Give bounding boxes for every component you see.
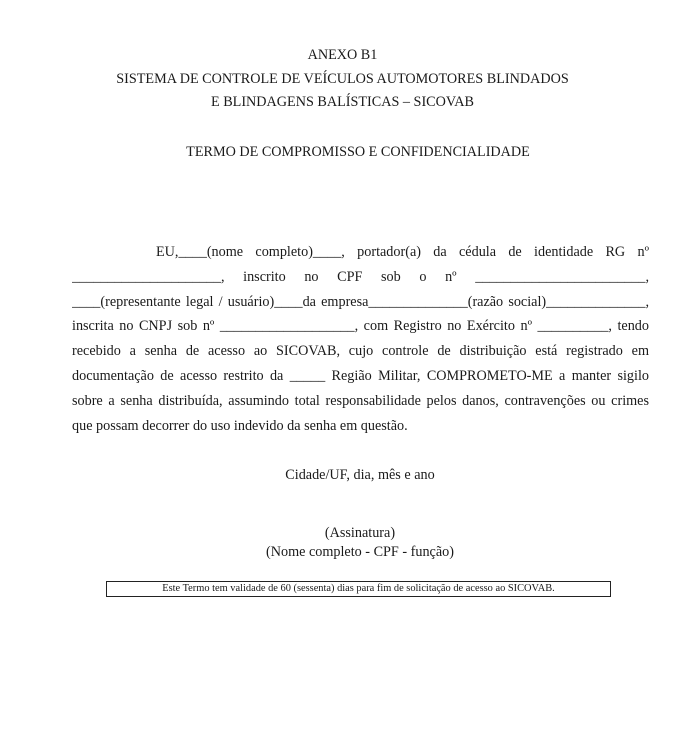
commitment-paragraph [72, 240, 649, 438]
paragraph-line: EU,____(nome completo)____, portador(a) da cédula de identidade RG nº [156, 244, 649, 260]
paragraph-line: documentação de acesso restrito da _____ Região Militar, COMPROMETO-ME a manter sigilo [72, 367, 649, 384]
signature-label: (Assinatura) [324, 525, 396, 541]
paragraph-line: que possam decorrer do uso indevido da senha em questão. [72, 417, 408, 434]
paragraph-line: inscrita no CNPJ sob nº ___________________, com Registro no Exército nº __________, tendo [72, 318, 649, 335]
term-title: TERMO DE COMPROMISSO E CONFIDENCIALIDADE [186, 144, 530, 160]
paragraph-line: recebido a senha de acesso ao SICOVAB, cujo controle de distribuição está registrado em [72, 343, 649, 360]
place-and-date: Cidade/UF, dia, mês e ano [285, 467, 435, 483]
signature-block [0, 524, 685, 562]
paragraph-line: _____________________, inscrito no CPF sob o nº ________________________, [72, 268, 649, 285]
annex-title: ANEXO B1 [307, 47, 378, 63]
signature-details: (Nome completo - CPF - função) [266, 544, 454, 560]
paragraph-line: ____(representante legal / usuário)____da empresa______________(razão social)______________, [72, 293, 649, 310]
system-title-line-2: E BLINDAGENS BALÍSTICAS – SICOVAB [210, 94, 474, 110]
system-title-line-1: SISTEMA DE CONTROLE DE VEÍCULOS AUTOMOTORES BLINDADOS [116, 70, 569, 87]
validity-note-box: Este Termo tem validade de 60 (sessenta) dias para fim de solicitação de acesso ao SICOVAB. [106, 581, 611, 597]
document-header [0, 44, 685, 115]
paragraph-line: sobre a senha distribuída, assumindo total responsabilidade pelos danos, contravenções ou crimes [72, 392, 649, 409]
